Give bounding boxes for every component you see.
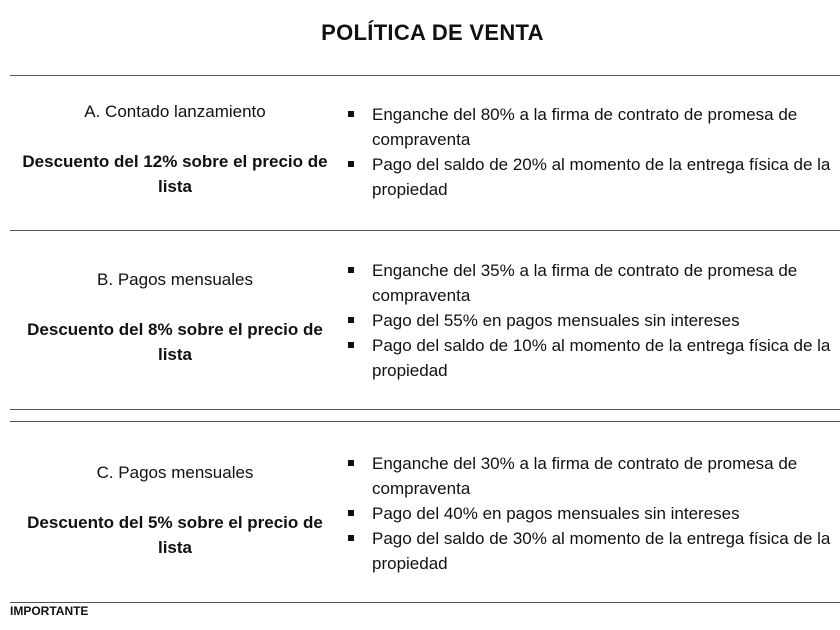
bullet-icon xyxy=(348,317,354,323)
divider xyxy=(10,602,840,603)
list-item xyxy=(346,258,840,308)
bullet-icon xyxy=(348,111,354,117)
bullet-icon xyxy=(348,535,354,541)
term-text: Enganche del 35% a la firma de contrato de promesa de compraventa xyxy=(372,261,798,305)
bullet-icon xyxy=(348,510,354,516)
list-item xyxy=(346,308,840,333)
option-name: A. Contado lanzamiento xyxy=(84,102,266,121)
option-summary xyxy=(10,270,340,367)
list-item xyxy=(346,451,840,501)
term-text: Pago del saldo de 10% al momento de la entrega física de la propiedad xyxy=(372,336,831,380)
term-text: Pago del 55% en pagos mensuales sin intereses xyxy=(372,311,740,330)
list-item xyxy=(346,333,840,383)
option-discount: Descuento del 8% sobre el precio de lista xyxy=(27,320,323,364)
option-discount: Descuento del 5% sobre el precio de lista xyxy=(27,513,323,557)
divider xyxy=(10,75,840,76)
list-item xyxy=(346,102,840,152)
list-item xyxy=(346,152,840,202)
bullet-icon xyxy=(348,267,354,273)
term-text: Pago del saldo de 30% al momento de la entrega física de la propiedad xyxy=(372,529,831,573)
option-name: B. Pagos mensuales xyxy=(97,270,253,289)
option-terms-list xyxy=(346,451,840,576)
option-summary xyxy=(10,102,340,199)
option-terms-list xyxy=(346,102,840,202)
option-name: C. Pagos mensuales xyxy=(96,463,254,482)
term-text: Enganche del 80% a la firma de contrato de promesa de compraventa xyxy=(372,105,798,149)
option-discount: Descuento del 12% sobre el precio de lista xyxy=(22,152,328,196)
term-text: Pago del 40% en pagos mensuales sin intereses xyxy=(372,504,740,523)
bullet-icon xyxy=(348,460,354,466)
divider xyxy=(10,230,840,231)
bullet-icon xyxy=(348,342,354,348)
bullet-icon xyxy=(348,161,354,167)
list-item xyxy=(346,526,840,576)
divider xyxy=(10,409,840,410)
term-text: Enganche del 30% a la firma de contrato de promesa de compraventa xyxy=(372,454,798,498)
divider xyxy=(10,421,840,422)
option-summary xyxy=(10,463,340,560)
list-item xyxy=(346,501,840,526)
option-terms-list xyxy=(346,258,840,383)
term-text: Pago del saldo de 20% al momento de la entrega física de la propiedad xyxy=(372,155,831,199)
important-heading: IMPORTANTE xyxy=(10,604,89,618)
page-title: POLÍTICA DE VENTA xyxy=(321,20,544,45)
